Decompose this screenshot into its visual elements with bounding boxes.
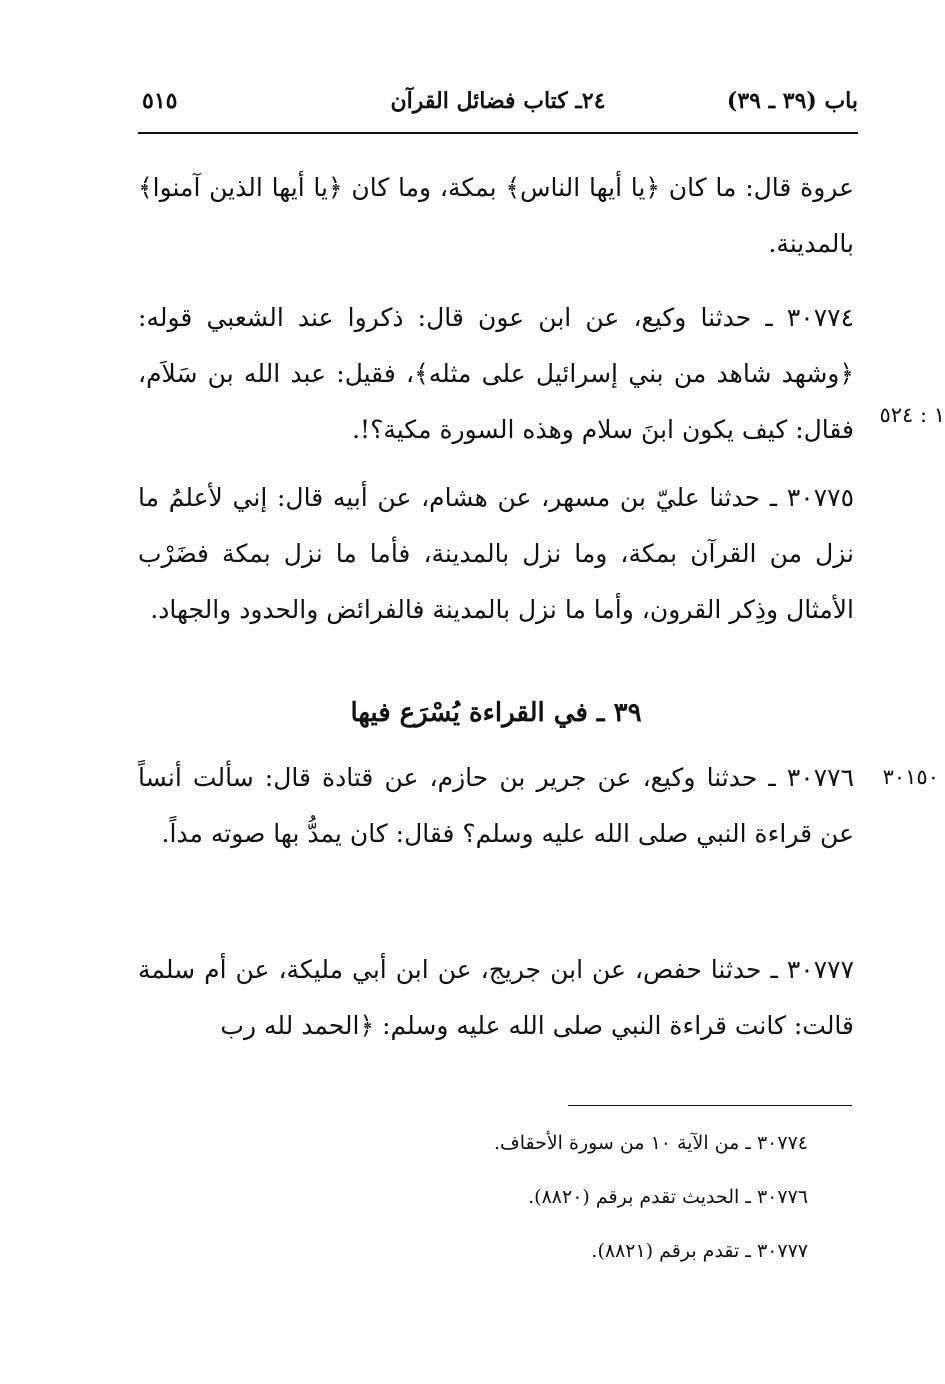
hadith-30775: ٣٠٧٧٥ ـ حدثنا عليّ بن مسهر، عن هشام، عن أبيه قال: إني لأعلمُ ما نزل من القرآن بمكة، وما نزل بالمدينة، فأما ما نزل بمكة فضَرْب الأمثال وذِكر القرون، وأما ما نزل بالمدينة فالفرائض والحدود والجهاد. xyxy=(138,483,854,624)
paragraph-continuation: عروة قال: ما كان ﴿يا أيها الناس﴾ بمكة، وما كان ﴿يا أيها الذين آمنوا﴾ بالمدينة. xyxy=(138,173,854,258)
book-title: ٢٤ـ كتاب فضائل القرآن xyxy=(390,88,606,114)
hadith-30776: ٣٠٧٧٦ ـ حدثنا وكيع، عن جرير بن حازم، عن قتادة قال: سألت أنساً عن قراءة النبي صلى الله عليه وسلم؟ فقال: كان يمدُّ بها صوته مداً. xyxy=(138,763,854,848)
header-divider xyxy=(138,132,858,134)
footnote: ٣٠٧٧٧ ـ تقدم برقم (٨٨٢١). xyxy=(591,1240,808,1262)
page-number: ٥١٥ xyxy=(142,88,178,114)
footnote: ٣٠٧٧٦ ـ الحديث تقدم برقم (٨٨٢٠). xyxy=(528,1186,808,1208)
footnote-divider xyxy=(568,1105,852,1106)
hadith-30777: ٣٠٧٧٧ ـ حدثنا حفص، عن ابن جريج، عن ابن أبي مليكة، عن أم سلمة قالت: كانت قراءة النبي صلى الله عليه وسلم: ﴿الحمد لله رب xyxy=(138,955,854,1040)
margin-reference: ١ : ٥٢٤ xyxy=(879,403,945,427)
section-heading: ٣٩ ـ في القراءة يُسْرَع فيها xyxy=(350,698,642,728)
hadith-30774: ٣٠٧٧٤ ـ حدثنا وكيع، عن ابن عون قال: ذكروا عند الشعبي قوله: ﴿وشهد شاهد من بني إسرائيل على مثله﴾، فقيل: عبد الله بن سَلاَم، فقال: كيف يكون ابنَ سلام وهذه السورة مكية؟!. xyxy=(138,303,854,444)
chapter-ref: باب (٣٩ ـ ٣٩) xyxy=(726,88,858,114)
footnote: ٣٠٧٧٤ ـ من الآية ١٠ من سورة الأحقاف. xyxy=(493,1132,808,1154)
page-header xyxy=(138,88,858,124)
margin-reference: ٣٠١٥٠ xyxy=(882,765,939,789)
